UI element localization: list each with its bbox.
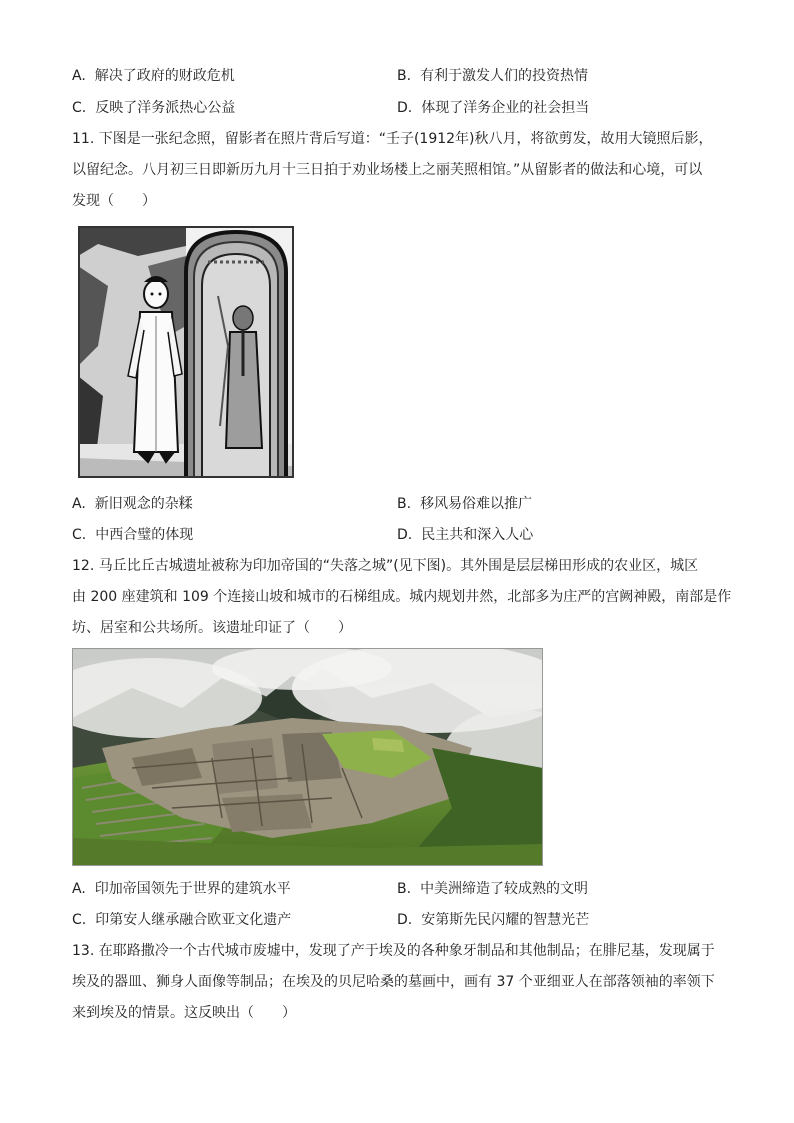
q12-option-d[interactable]: [397, 910, 589, 930]
option-text: 解决了政府的财政危机: [94, 68, 235, 84]
q11-stem-line: 发现（ ）: [72, 193, 156, 209]
q10-option-b[interactable]: [397, 66, 588, 86]
option-text: 移风易俗难以推广: [420, 496, 533, 512]
q10-option-c[interactable]: [72, 98, 235, 118]
option-text: 中西合璧的体现: [95, 527, 194, 543]
option-letter: C.: [72, 527, 87, 543]
machu-picchu-photo: [72, 648, 543, 866]
q12-option-b[interactable]: [397, 879, 588, 899]
option-text: 新旧观念的杂糅: [94, 496, 193, 512]
option-letter: B.: [397, 68, 412, 84]
q13-stem-line: 13. 在耶路撒冷一个古代城市废墟中，发现了产于埃及的各种象牙制品和其他制品；在腓尼基，发现属于: [72, 943, 715, 959]
q10-option-a[interactable]: [72, 66, 235, 86]
option-text: 印加帝国领先于世界的建筑水平: [94, 881, 291, 897]
option-letter: B.: [397, 881, 412, 897]
q12-option-a[interactable]: [72, 879, 291, 899]
commemorative-photo: [78, 226, 294, 478]
option-letter: D.: [397, 527, 413, 543]
option-letter: C.: [72, 100, 87, 116]
q11-option-d[interactable]: [397, 525, 533, 545]
option-text: 印第安人继承融合欧亚文化遗产: [95, 912, 292, 928]
q11-option-b[interactable]: [397, 494, 532, 514]
option-text: 有利于激发人们的投资热情: [420, 68, 589, 84]
q12-stem-line: 坊、居室和公共场所。该遗址印证了（ ）: [72, 620, 352, 636]
q12-stem-line: 12. 马丘比丘古城遗址被称为印加帝国的“失落之城”(见下图)。其外围是层层梯田形成的农业区，城区: [72, 558, 699, 574]
option-letter: C.: [72, 912, 87, 928]
option-letter: A.: [72, 496, 86, 512]
option-text: 安第斯先民闪耀的智慧光芒: [421, 912, 590, 928]
option-letter: A.: [72, 881, 86, 897]
q12-option-c[interactable]: [72, 910, 291, 930]
q12-stem-line: 由 200 座建筑和 109 个连接山坡和城市的石梯组成。城内规划井然，北部多为庄严的宫阙神殿，南部是作: [72, 589, 732, 605]
option-letter: A.: [72, 68, 86, 84]
q11-stem-line: 11. 下图是一张纪念照，留影者在照片背后写道：“壬子(1912年)秋八月，将欲剪发，故用大镜照后影，: [72, 131, 713, 147]
option-text: 民主共和深入人心: [421, 527, 534, 543]
option-letter: D.: [397, 100, 413, 116]
option-letter: B.: [397, 496, 412, 512]
q13-stem-line: 埃及的器皿、狮身人面像等制品；在埃及的贝尼哈桑的墓画中，画有 37 个亚细亚人在部落领袖的率领下: [72, 974, 715, 990]
option-letter: D.: [397, 912, 413, 928]
option-text: 中美洲缔造了较成熟的文明: [420, 881, 589, 897]
option-text: 反映了洋务派热心公益: [95, 100, 236, 116]
q11-option-a[interactable]: [72, 494, 193, 514]
option-text: 体现了洋务企业的社会担当: [421, 100, 590, 116]
q13-stem-line: 来到埃及的情景。这反映出（ ）: [72, 1005, 296, 1021]
q10-option-d[interactable]: [397, 98, 589, 118]
q11-option-c[interactable]: [72, 525, 193, 545]
q11-stem-line: 以留纪念。八月初三日即新历九月十三日拍于劝业场楼上之丽芙照相馆。”从留影者的做法和心境，可以: [72, 162, 703, 178]
